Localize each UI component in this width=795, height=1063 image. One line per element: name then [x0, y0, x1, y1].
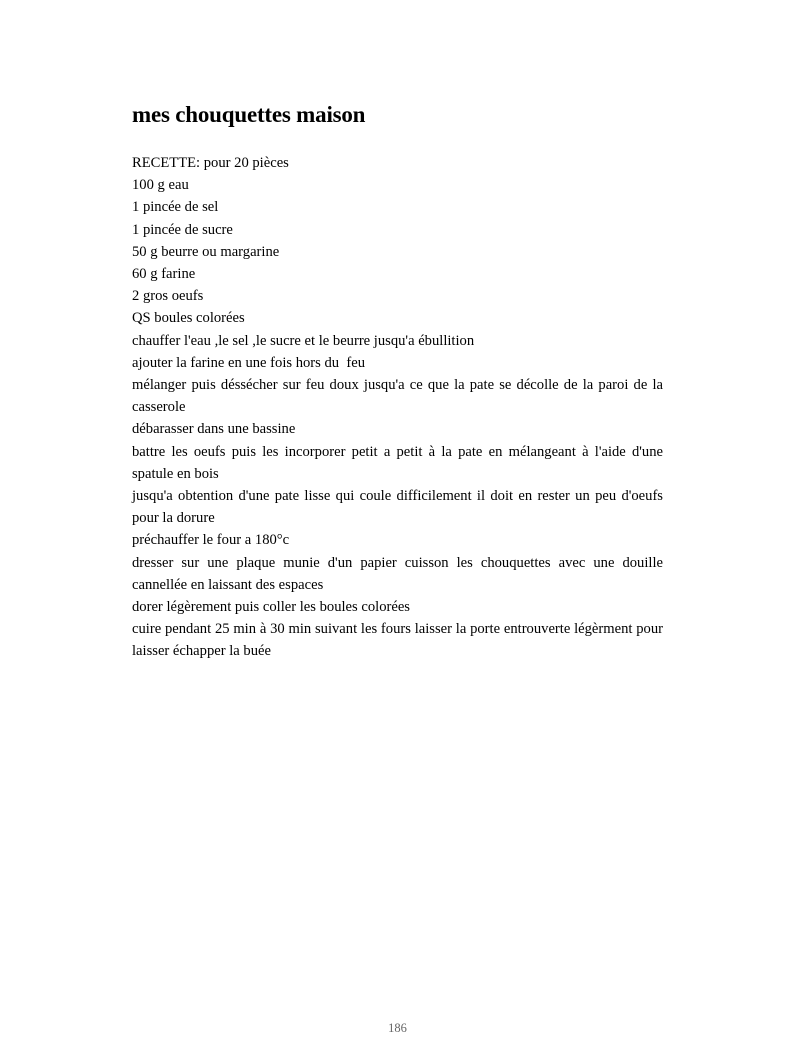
ingredient-line: QS boules colorées — [132, 310, 245, 327]
ingredient-line: 2 gros oeufs — [132, 288, 204, 305]
ingredient-line: 1 pincée de sel — [132, 199, 219, 216]
ingredient-line: 100 g eau — [132, 177, 189, 194]
ingredient-line: 1 pincée de sucre — [132, 221, 233, 238]
page-number: 186 — [388, 1021, 407, 1035]
instruction-line: mélanger puis déssécher sur feu doux jusqu'a ce que la pate se décolle de la paroi de la casserole — [132, 377, 667, 416]
ingredient-line: 50 g beurre ou margarine — [132, 243, 280, 260]
recipe-title: mes chouquettes maison — [132, 102, 366, 127]
instruction-line: chauffer l'eau ,le sel ,le sucre et le beurre jusqu'a ébullition — [132, 332, 475, 349]
ingredient-line: 60 g farine — [132, 266, 196, 283]
instruction-line: préchauffer le four a 180°c — [132, 532, 290, 549]
instruction-line: débarasser dans une bassine — [132, 421, 296, 438]
instruction-line: dorer légèrement puis coller les boules colorées — [132, 599, 410, 616]
instruction-line: dresser sur une plaque munie d'un papier cuisson les chouquettes avec une douille cannellée en laissant des espaces — [132, 554, 667, 593]
recipe-body — [132, 152, 667, 663]
instruction-line: ajouter la farine en une fois hors du feu — [132, 354, 366, 371]
instruction-line: battre les oeufs puis les incorporer petit a petit à la pate en mélangeant à l'aide d'une spatule en bois — [132, 443, 667, 482]
instruction-line: jusqu'a obtention d'une pate lisse qui coule difficilement il doit en rester un peu d'oeufs pour la dorure — [132, 488, 667, 527]
instruction-line: cuire pendant 25 min à 30 min suivant les fours laisser la porte entrouverte légèrment pour laisser échapper la buée — [132, 621, 667, 660]
recipe-line: RECETTE: pour 20 pièces — [132, 155, 289, 171]
